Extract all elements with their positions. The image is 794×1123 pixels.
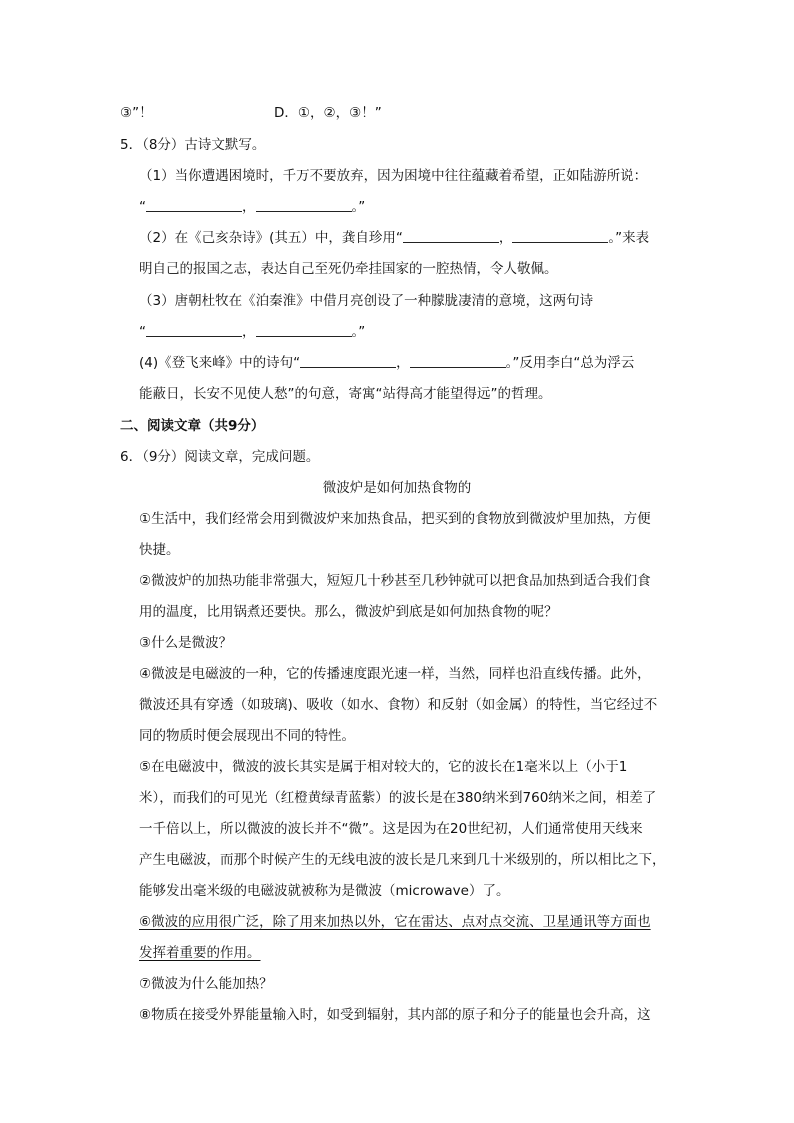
para-5-line-2: 米），而我们的可见光（红橙黄绿青蓝紫）的波长是在380纳米到760纳米之间，相差了 — [139, 790, 657, 806]
article-title: 微波炉是如何加热食物的 — [322, 480, 472, 496]
answer-blank[interactable] — [300, 355, 396, 368]
answer-blank[interactable] — [512, 230, 608, 243]
answer-blank[interactable] — [146, 324, 242, 337]
q5-part1-line1: （1）当你遭遇困境时，千万不要放弃，因为困境中往往蕴藏着希望，正如陆游所说： — [139, 168, 648, 184]
section-2-header: 二、阅读文章（共9分） — [120, 418, 265, 434]
para-2-line-1: ②微波炉的加热功能非常强大，短短几十秒甚至几秒钟就可以把食品加热到适合我们食 — [139, 573, 651, 589]
para-7-line-1: ⑦微波为什么能加热？ — [139, 976, 273, 992]
answer-blank[interactable] — [256, 324, 352, 337]
para-3-line-1: ③什么是微波？ — [139, 635, 233, 651]
option-d: D．①，②，③！” — [274, 105, 382, 121]
answer-blank[interactable] — [146, 199, 242, 212]
q5-part2-line2: 明自己的报国之志，表达自己至死仍牵挂国家的一腔热情，令人敬佩。 — [139, 261, 558, 277]
para-6-line-1-underlined: ⑥微波的应用很广泛，除了用来加热以外，它在雷达、点对点交流、卫星通讯等方面也 — [139, 914, 651, 930]
answer-blank[interactable] — [256, 199, 352, 212]
q5-part1-line2: “ ， 。” — [139, 199, 366, 215]
para-5-line-3: 一千倍以上，所以微波的波长并不“微”。这是因为在20世纪初，人们通常使用天线来 — [139, 821, 643, 837]
para-1-line-2: 快捷。 — [139, 542, 180, 558]
para-5-line-1: ⑤在电磁波中，微波的波长其实是属于相对较大的，它的波长在1毫米以上（小于1 — [139, 759, 628, 775]
answer-blank[interactable] — [403, 230, 499, 243]
q5-part4-line2: 能蔽日，长安不见使人愁”的句意，寄寓“站得高才能望得远”的哲理。 — [139, 386, 552, 402]
para-5-line-4: 产生电磁波，而那个时候产生的无线电波的波长是几来到几十米级别的，所以相比之下， — [139, 852, 666, 868]
q5-part3-line2: “ ， 。” — [139, 324, 366, 340]
answer-blank[interactable] — [410, 355, 506, 368]
para-2-line-2: 用的温度，比用锅煮还要快。那么，微波炉到底是如何加热食物的呢？ — [139, 604, 558, 620]
para-8-line-1: ⑧物质在接受外界能量输入时，如受到辐射，其内部的原子和分子的能量也会升高，这 — [139, 1007, 651, 1023]
para-6-line-2-underlined: 发挥着重要的作用。 — [139, 945, 261, 961]
option-fragment-left: ③”！ — [120, 105, 153, 121]
question-6-header: 6．（9分）阅读文章，完成问题。 — [120, 449, 320, 465]
question-5-header: 5．（8分）古诗文默写。 — [120, 137, 266, 153]
para-4-line-2: 微波还具有穿透（如玻璃)、吸收（如水、食物）和反射（如金属）的特性，当它经过不 — [139, 697, 658, 713]
para-1-line-1: ①生活中，我们经常会用到微波炉来加热食品，把买到的食物放到微波炉里加热，方便 — [139, 511, 651, 527]
q5-part2-line1: （2）在《己亥杂诗》(其五）中，龚自珍用“ ， 。”来表 — [139, 230, 650, 246]
para-5-line-5: 能够发出毫米级的电磁波就被称为是微波（microwave）了。 — [139, 883, 510, 899]
q5-part4-line1: (4)《登飞来峰》中的诗句“ ， 。”反用李白“总为浮云 — [139, 355, 635, 371]
q5-part3-line1: （3）唐朝杜牧在《泊秦淮》中借月亮创设了一种朦胧凄清的意境，这两句诗 — [139, 293, 594, 309]
para-4-line-3: 同的物质时便会展现出不同的特性。 — [139, 728, 355, 744]
para-4-line-1: ④微波是电磁波的一种，它的传播速度跟光速一样，当然，同样也沿直线传播。此外， — [139, 666, 651, 682]
